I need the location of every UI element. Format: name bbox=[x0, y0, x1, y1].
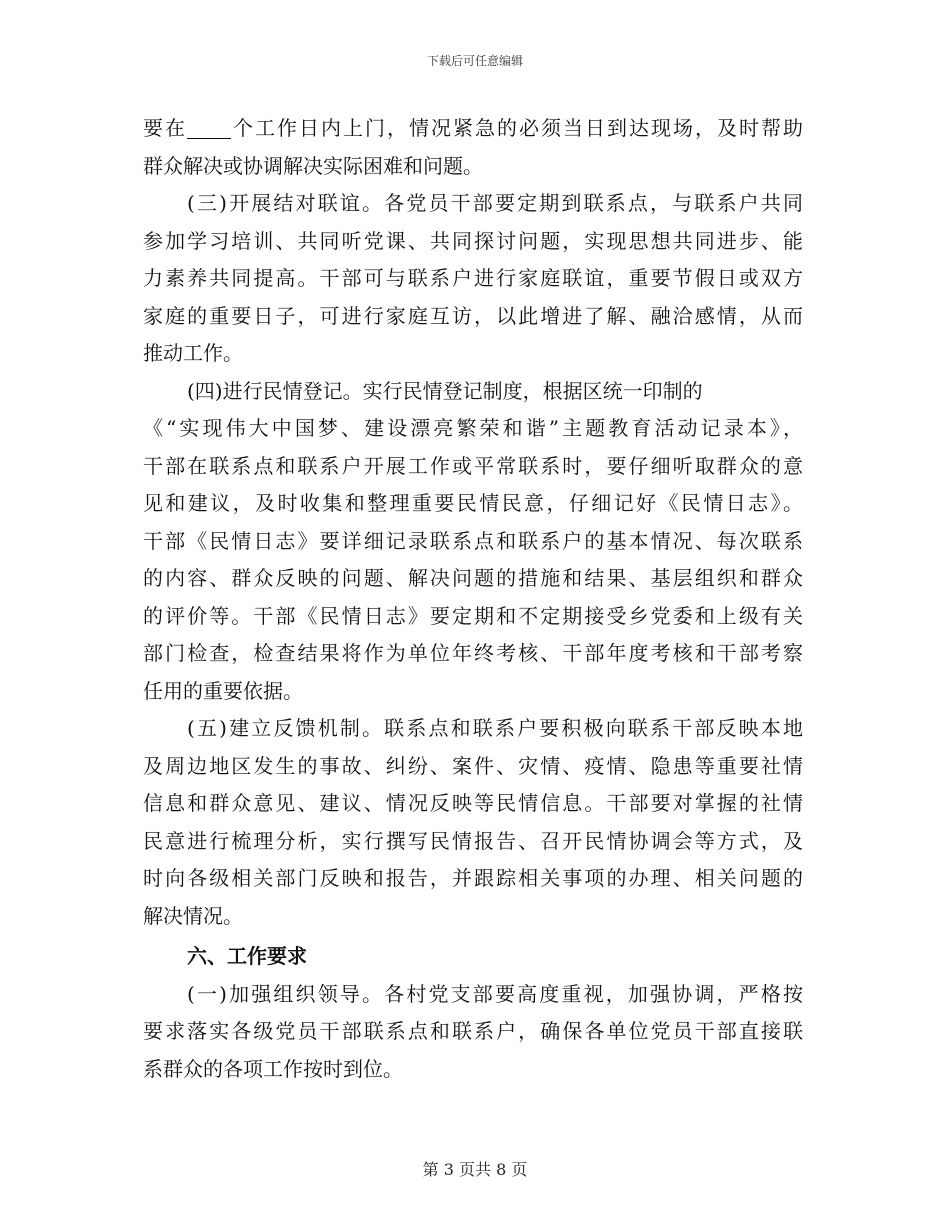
fill-blank bbox=[187, 118, 231, 139]
paragraph-first-line: (五)建立反馈机制。联系点和联系户要积极向联系干部反映本地 bbox=[187, 716, 803, 740]
text-line: 信息和群众意见、建议、情况反映等民情信息。干部要对掌握的社情 bbox=[143, 791, 803, 815]
text-line: 的评价等。干部《民情日志》要定期和不定期接受乡党委和上级有关 bbox=[143, 603, 803, 628]
text-line: 的内容、群众反映的问题、解决问题的措施和结果、基层组织和群众 bbox=[143, 566, 803, 590]
text-line: 解决情况。 bbox=[143, 903, 243, 928]
text-line: 任用的重要依据。 bbox=[143, 678, 303, 703]
text-line: 力素养共同提高。干部可与联系户进行家庭联谊，重要节假日或双方 bbox=[143, 266, 803, 290]
text-line: 《“实现伟大中国梦、建设漂亮繁荣和谐”主题教育活动记录本》， bbox=[143, 416, 803, 440]
text-line: 部门检查，检查结果将作为单位年终考核、干部年度考核和干部考察 bbox=[143, 641, 803, 665]
paragraph-first-line: (四)进行民情登记。实行民情登记制度，根据区统一印制的 bbox=[187, 378, 703, 403]
text-line: 干部《民情日志》要详细记录联系点和联系户的基本情况、每次联系 bbox=[143, 528, 803, 553]
text-line: 见和建议，及时收集和整理重要民情民意，仔细记好《民情日志》。 bbox=[143, 491, 803, 515]
text-line: 干部在联系点和联系户开展工作或平常联系时，要仔细听取群众的意 bbox=[143, 453, 803, 478]
text-line: 群众解决或协调解决实际困难和问题。 bbox=[143, 153, 483, 178]
text-line: 系群众的各项工作按时到位。 bbox=[143, 1056, 403, 1081]
text-fragment: 要在 bbox=[143, 116, 187, 140]
paragraph-first-line: (一)加强组织领导。各村党支部要高度重视，加强协调，严格按 bbox=[187, 981, 803, 1006]
text-fragment: 个工作日内上门，情况紧急的必须当日到达现场，及时帮助 bbox=[231, 116, 803, 140]
text-line: 时向各级相关部门反映和报告，并跟踪相关事项的办理、相关问题的 bbox=[143, 866, 803, 890]
page-header: 下载后可任意编辑 bbox=[426, 54, 523, 68]
paragraph-first-line: (三)开展结对联谊。各党员干部要定期到联系点，与联系户共同 bbox=[187, 191, 803, 215]
text-line: 及周边地区发生的事故、纠纷、案件、灾情、疫情、隐患等重要社情 bbox=[143, 753, 803, 778]
text-line: 推动工作。 bbox=[143, 341, 243, 365]
text-line: 家庭的重要日子，可进行家庭互访，以此增进了解、融洽感情，从而 bbox=[143, 303, 803, 328]
text-line: 民意进行梳理分析，实行撰写民情报告、召开民情协调会等方式，及 bbox=[143, 828, 803, 853]
text-line: 要求落实各级党员干部联系点和联系户，确保各单位党员干部直接联 bbox=[143, 1019, 803, 1043]
page-footer: 第 3 页共 8 页 bbox=[422, 1160, 528, 1179]
document-body bbox=[143, 110, 803, 1088]
section-heading: 六、工作要求 bbox=[187, 944, 307, 968]
text-line: 参加学习培训、共同听党课、共同探讨问题，实现思想共同进步、能 bbox=[143, 228, 803, 253]
text-line bbox=[143, 110, 803, 148]
